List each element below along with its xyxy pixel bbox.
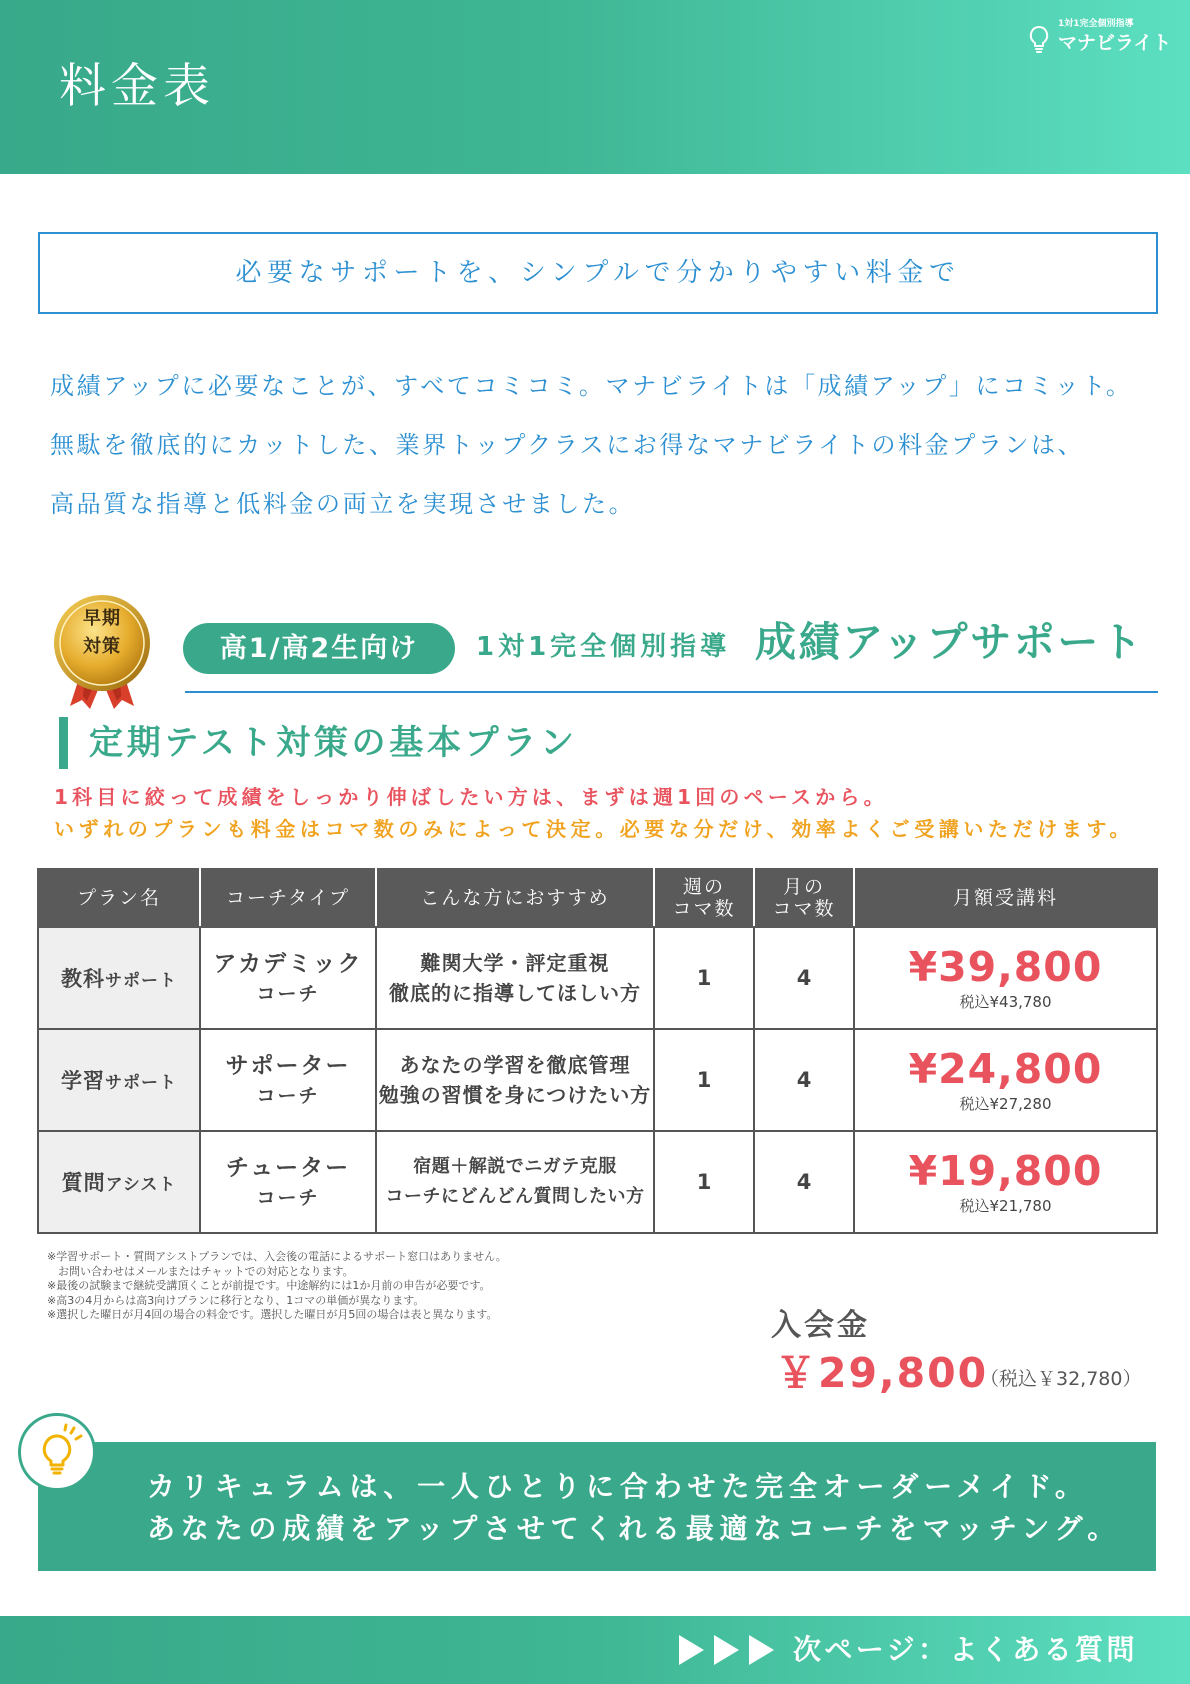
logo-name: マナビライト <box>1058 32 1172 54</box>
price-incl-tax: 税込¥43,780 <box>959 993 1052 1011</box>
table-row <box>38 927 1157 1029</box>
brand-logo <box>1028 18 1174 58</box>
monthly-sessions: 4 <box>754 927 854 1029</box>
header-weekly-sessions <box>654 869 754 927</box>
monthly-sessions: 4 <box>754 1131 854 1233</box>
header-monthly-fee: 月額受講料 <box>854 869 1157 927</box>
callout-badge <box>18 1413 96 1491</box>
lightbulb-icon <box>21 1416 93 1488</box>
header-recommend: こんな方におすすめ <box>376 869 654 927</box>
logo-tagline: 1対1完全個別指導 <box>1058 19 1134 29</box>
footnote: ※選択した曜日が月4回の場合の料金です。選択した曜日が月5回の場合は表と異なります。 <box>47 1308 498 1321</box>
recommend-text: 難関大学・評定重視 <box>420 951 610 975</box>
page-header <box>0 0 1190 174</box>
callout-text: カリキュラムは、一人ひとりに合わせた完全オーダーメイド。 <box>147 1470 1089 1503</box>
lead-text-red: 1科目に絞って成績をしっかり伸ばしたい方は、まずは週1回のペースから。 <box>54 785 888 809</box>
header-text: 週の <box>682 876 725 898</box>
plan-name-cell <box>38 927 200 1029</box>
target-grade-pill <box>183 623 455 674</box>
intro-paragraph <box>50 357 1170 534</box>
lightbulb-icon <box>1028 24 1050 54</box>
table-row <box>38 1131 1157 1233</box>
lesson-format-label: 1対1完全個別指導 <box>476 632 731 662</box>
subtitle-text: 必要なサポートを、シンプルで分かりやすい料金で <box>235 258 961 288</box>
plan-name: 教科 <box>61 967 105 991</box>
coach-label: コーチ <box>256 1085 320 1107</box>
plan-name: 質問 <box>61 1171 106 1195</box>
coach-type: サポーター <box>225 1053 351 1079</box>
header-monthly-sessions <box>754 869 854 927</box>
target-grade-label: 高1/高2生向け <box>219 633 419 664</box>
pricing-table <box>37 868 1158 1234</box>
plan-name-suffix: アシスト <box>105 1175 177 1195</box>
coach-label: コーチ <box>256 1187 320 1209</box>
fee-cell <box>854 1029 1157 1131</box>
recommend-text: 宿題＋解説でニガテ克服 <box>413 1156 617 1177</box>
recommend-text: あなたの学習を徹底管理 <box>399 1053 631 1077</box>
weekly-sessions: 1 <box>654 1131 754 1233</box>
table-header-row <box>38 869 1157 927</box>
footnote: ※学習サポート・質問アシストプランでは、入会後の電話によるサポート窓口はありません。 <box>47 1250 507 1263</box>
medal-text: 早期 <box>83 608 121 629</box>
coach-label: コーチ <box>256 983 320 1005</box>
monthly-sessions: 4 <box>754 1029 854 1131</box>
recommend-text: コーチにどんどん質問したい方 <box>385 1186 645 1207</box>
plan-title: 成績アップサポート <box>755 618 1145 666</box>
callout-text: あなたの成績をアップさせてくれる最適なコーチをマッチング。 <box>147 1512 1122 1545</box>
footnote: ※最後の試験まで継続受講頂くことが前提です。中途解約には1か月前の申告が必要です。 <box>47 1279 491 1292</box>
coach-type-cell <box>200 1029 376 1131</box>
coach-type: アカデミック <box>213 951 363 977</box>
enrollment-fee-label: 入会金 <box>771 1308 870 1343</box>
section-title: 定期テスト対策の基本プラン <box>89 723 578 763</box>
coach-type-cell <box>200 1131 376 1233</box>
price-incl-tax: 税込¥27,280 <box>959 1095 1052 1113</box>
fee-cell <box>854 1131 1157 1233</box>
header-text: コマ数 <box>772 898 836 920</box>
play-arrow-icon <box>714 1635 739 1665</box>
lead-text-orange: いずれのプランも料金はコマ数のみによって決定。必要な分だけ、効率よくご受講いただけます。 <box>54 817 1134 841</box>
plan-name: 学習 <box>61 1069 105 1093</box>
page-title: 料金表 <box>59 59 215 114</box>
next-page-label: 次ページ：よくある質問 <box>793 1633 1138 1666</box>
coach-type: チューター <box>225 1155 351 1181</box>
price-incl-tax: 税込¥21,780 <box>959 1197 1052 1215</box>
intro-line: 高品質な指導と低料金の両立を実現させました。 <box>50 490 636 518</box>
plan-name-cell <box>38 1029 200 1131</box>
enrollment-fee-incl-tax: （税込￥32,780） <box>980 1368 1142 1390</box>
fee-cell <box>854 927 1157 1029</box>
footnote: お問い合わせはメールまたはチャットでの対応となります。 <box>47 1264 354 1278</box>
monthly-price: ¥39,800 <box>908 943 1103 991</box>
intro-line: 成績アップに必要なことが、すべてコミコミ。マナビライトは「成績アップ」にコミット。 <box>50 372 1133 400</box>
recommend-text: 勉強の習慣を身につけたい方 <box>378 1083 652 1107</box>
plan-name-cell <box>38 1131 200 1233</box>
medal-text: 対策 <box>83 636 121 657</box>
monthly-price: ¥24,800 <box>908 1045 1103 1093</box>
monthly-price: ¥19,800 <box>908 1147 1103 1195</box>
play-arrow-icon <box>679 1635 704 1665</box>
header-text: コマ数 <box>672 898 736 920</box>
recommend-cell <box>376 927 654 1029</box>
table-row <box>38 1029 1157 1131</box>
subtitle-box <box>38 232 1158 314</box>
play-arrow-icon <box>749 1635 774 1665</box>
early-bird-medal <box>50 583 160 709</box>
coach-type-cell <box>200 927 376 1029</box>
recommend-text: 徹底的に指導してほしい方 <box>389 981 641 1005</box>
page-footer <box>0 1616 1190 1684</box>
enrollment-fee-price: ￥29,800 <box>775 1349 989 1397</box>
header-coach-type: コーチタイプ <box>200 869 376 927</box>
callout-box <box>38 1442 1156 1571</box>
header-text: 月の <box>782 876 825 898</box>
section-accent-bar <box>59 717 68 769</box>
recommend-cell <box>376 1029 654 1131</box>
footnotes <box>47 1250 507 1323</box>
header-plan: プラン名 <box>38 869 200 927</box>
recommend-cell <box>376 1131 654 1233</box>
weekly-sessions: 1 <box>654 927 754 1029</box>
divider <box>185 691 1158 693</box>
plan-name-suffix: サポート <box>105 1073 177 1093</box>
plan-name-suffix: サポート <box>105 971 177 991</box>
weekly-sessions: 1 <box>654 1029 754 1131</box>
intro-line: 無駄を徹底的にカットした、業界トップクラスにお得なマナビライトの料金プランは、 <box>50 431 1085 459</box>
footnote: ※高3の4月からは高3向けプランに移行となり、1コマの単価が異なります。 <box>47 1293 425 1307</box>
